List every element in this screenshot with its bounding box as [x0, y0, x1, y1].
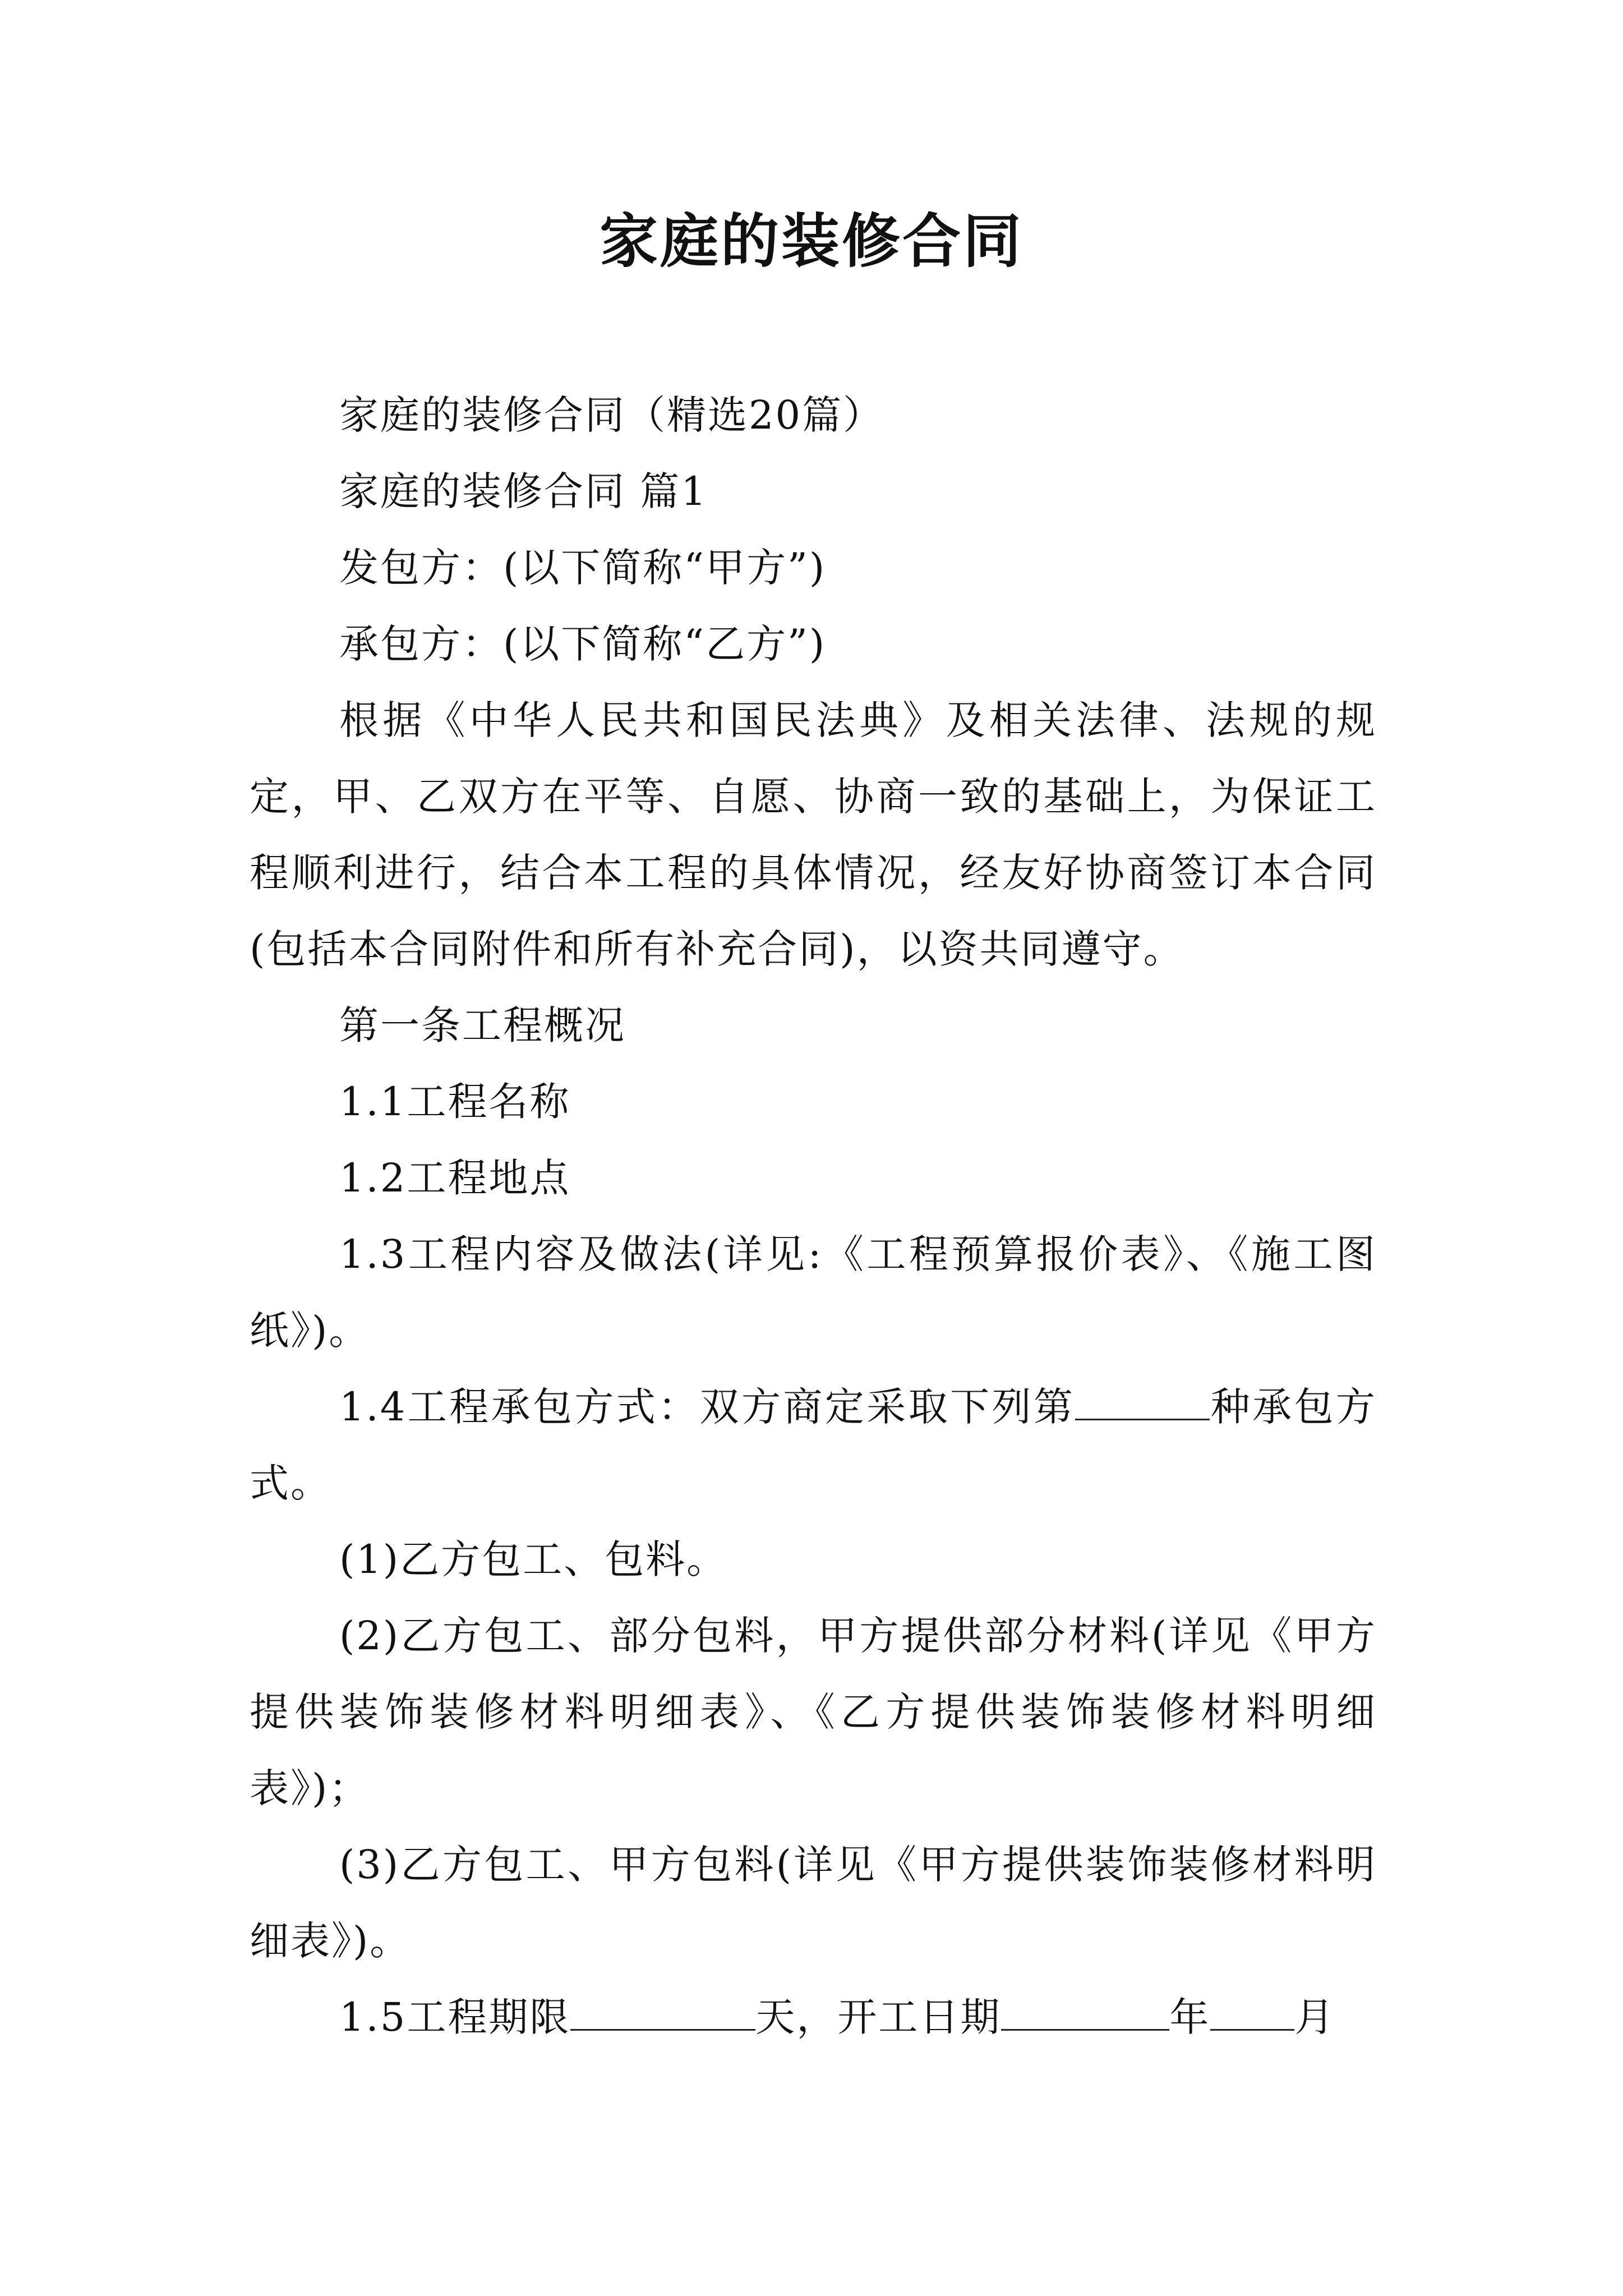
paragraph-option-2: (2)乙方包工、部分包料，甲方提供部分材料(详见《甲方提供装饰装修材料明细表》、《乙方提供装饰装修材料明细表》)；	[250, 1613, 1377, 1811]
paragraph-1-5-text-a: 1.5工程期限	[339, 1994, 571, 2040]
paragraph-option-1: (1)乙方包工、包料。	[339, 1536, 728, 1582]
fill-in-blank	[1001, 1994, 1169, 2031]
paragraph-1-5-text-c: 年	[1169, 1994, 1211, 2040]
paragraph-1-4-text-after: 种承包方式。	[250, 1384, 1377, 1506]
paragraph-subtitle: 家庭的装修合同（精选20篇）	[339, 392, 884, 438]
fill-in-blank	[1075, 1383, 1210, 1420]
paragraph-section-heading: 家庭的装修合同 篇1	[339, 468, 708, 514]
paragraph-1-5-text-b: 天，开工日期	[755, 1994, 1002, 2040]
paragraph-1-5	[250, 1979, 1377, 2055]
document-title: 家庭的装修合同	[599, 206, 1023, 275]
paragraph-1-1: 1.1工程名称	[339, 1079, 571, 1125]
paragraph-1-4	[250, 1369, 1377, 1521]
paragraph-1-4-text-before: 1.4工程承包方式：双方商定采取下列第	[339, 1384, 1076, 1430]
paragraph-party-b: 承包方：(以下简称“乙方”)	[339, 621, 827, 667]
paragraph-preamble: 根据《中华人民共和国民法典》及相关法律、法规的规定，甲、乙双方在平等、自愿、协商一致的基础上，为保证工程顺利进行，结合本工程的具体情况，经友好协商签订本合同(包括本合同附件和所有补充合同)，以资共同遵守。	[250, 697, 1377, 972]
paragraph-article-1: 第一条工程概况	[339, 1002, 626, 1048]
paragraph-1-5-text-d: 月	[1294, 1994, 1336, 2040]
paragraph-1-3: 1.3工程内容及做法(详见:《工程预算报价表》、《施工图纸》)。	[250, 1231, 1377, 1354]
fill-in-blank	[1210, 1994, 1294, 2031]
paragraph-1-2: 1.2工程地点	[339, 1155, 571, 1201]
fill-in-blank	[570, 1994, 755, 2031]
document-body	[250, 377, 1377, 2055]
paragraph-party-a: 发包方：(以下简称“甲方”)	[339, 545, 827, 591]
paragraph-option-3: (3)乙方包工、甲方包料(详见《甲方提供装饰装修材料明细表》)。	[250, 1842, 1377, 1964]
